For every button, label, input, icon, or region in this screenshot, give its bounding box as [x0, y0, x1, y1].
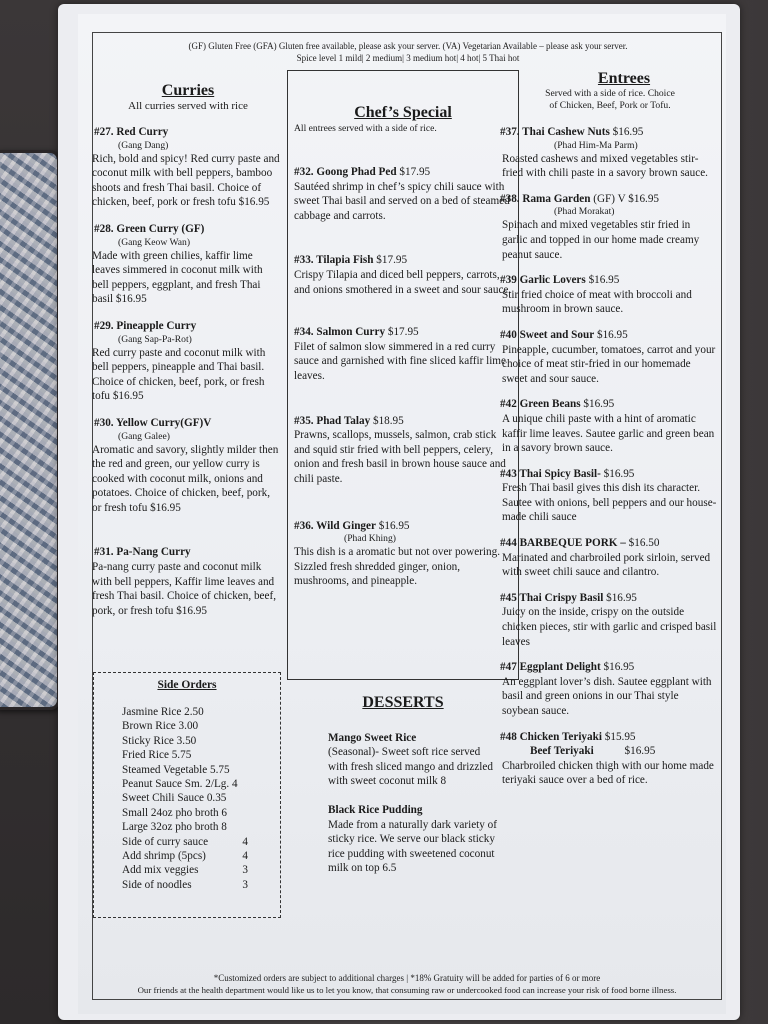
side-order-row	[122, 705, 280, 719]
menu-item-description: Sautéed shrimp in chef’s spicy chili sauce with sweet Thai basil and served on a bed of steamed cabbage and carrots.	[294, 180, 510, 222]
menu-item-name: #43 Thai Spicy Basil-	[500, 467, 601, 480]
menu-item-name: #31. Pa-Nang Curry	[94, 546, 191, 559]
side-order-name: Add shrimp (5pcs)	[122, 850, 206, 863]
menu-item	[94, 125, 282, 210]
menu-item	[294, 165, 512, 223]
menu-item-name: #37. Thai Cashew Nuts	[500, 126, 610, 138]
side-orders-title: Side Orders	[157, 679, 217, 691]
holographic-card	[0, 150, 60, 710]
menu-item-description: Juicy on the inside, crispy on the outside chicken pieces, stir with garlic and crisped basil leaves	[502, 606, 717, 648]
menu-item-price: $16.50	[628, 537, 660, 550]
menu-item	[500, 397, 718, 455]
menu-item	[294, 253, 512, 297]
side-order-row	[122, 719, 280, 733]
side-order-name: Add mix veggies	[122, 864, 199, 877]
chefs-special-title: Chef’s Special	[354, 104, 452, 121]
menu-item	[94, 416, 282, 516]
menu-item-price: $18.95	[372, 414, 404, 427]
side-order-name: Side of curry sauce	[122, 835, 209, 848]
menu-item-name: #33. Tilapia Fish	[294, 254, 374, 267]
side-order-row	[122, 748, 280, 762]
side-order-price: 4	[242, 835, 248, 848]
menu-item-header	[294, 253, 512, 268]
chefs-special-section	[294, 104, 512, 589]
menu-item-name: #29. Pineapple Curry	[94, 319, 197, 332]
curries-title: Curries	[161, 82, 215, 99]
side-order-row	[122, 806, 280, 820]
curries-subtitle: All curries served with rice	[128, 100, 248, 112]
menu-item-name: #39 Garlic Lovers	[500, 274, 586, 287]
side-order-row	[122, 777, 280, 791]
menu-item-thai-name: (Gang Keow Wan)	[118, 236, 191, 248]
menu-item-thai-name: (Gang Dang)	[118, 139, 169, 151]
menu-item-thai-name: (Phad Morakat)	[554, 206, 615, 218]
entrees-title: Entrees	[597, 70, 651, 87]
menu-item-header	[500, 730, 718, 745]
side-order-row	[122, 849, 280, 863]
menu-item-price-2: $16.95	[624, 745, 656, 758]
menu-item-header	[294, 519, 512, 534]
menu-item-header	[294, 414, 512, 429]
menu-item-description: Filet of salmon slow simmered in a red curry sauce and garnished with fine sliced kaffir lime leaves.	[294, 340, 506, 382]
side-order-row	[122, 763, 280, 777]
chefs-special-list	[294, 165, 512, 589]
menu-item-name: #48 Chicken Teriyaki	[500, 730, 602, 743]
dessert-item	[328, 731, 498, 789]
menu-item-price: $16.95	[378, 519, 410, 532]
menu-item-description: Pineapple, cucumber, tomatoes, carrot and your choice of meat stir-fried in our homemade sweet and sour sauce.	[502, 343, 716, 385]
menu-item-header	[94, 416, 282, 431]
menu-item-name: #36. Wild Ginger	[294, 519, 376, 532]
menu-item	[500, 328, 718, 386]
menu-item	[500, 273, 718, 317]
menu-item-header-2	[530, 744, 718, 759]
side-order-row	[122, 835, 280, 849]
menu-item	[500, 536, 718, 580]
menu-item-price: $16.95	[603, 661, 635, 674]
menu-item-header	[500, 536, 718, 551]
menu-item-name: #28. Green Curry (GF)	[94, 222, 205, 235]
menu-item-description: Red curry paste and coconut milk with bell peppers, pineapple and Thai basil. Choice of chicken, beef, pork, or fresh tofu $16.95	[92, 346, 266, 403]
dessert-item	[328, 803, 498, 876]
menu-item-price: $16.95	[603, 467, 635, 480]
menu-item-name: #35. Phad Talay	[294, 414, 371, 427]
menu-item-price: $16.95	[583, 398, 615, 411]
menu-item-description: Fresh Thai basil gives this dish its character. Sautee with onions, bell peppers and our house-made chili sauce	[502, 482, 717, 524]
side-order-name: Brown Rice 3.00	[122, 720, 199, 733]
side-order-price: 3	[242, 878, 248, 891]
menu-item-header	[500, 467, 718, 482]
side-order-name: Fried Rice 5.75	[122, 749, 192, 762]
menu-item	[294, 325, 512, 383]
side-order-price: 3	[242, 864, 248, 877]
curries-list	[94, 125, 282, 618]
dessert-description: Made from a naturally dark variety of sticky rice. We serve our black sticky rice pudding with sweetened coconut milk on top 6.5	[328, 818, 497, 875]
entrees-list	[500, 125, 718, 788]
menu-item-header	[500, 125, 718, 140]
menu-item-description: An eggplant lover’s dish. Sautee eggplant with basil and green onions in our Thai style soybean sauce.	[502, 675, 712, 717]
menu-item-header	[94, 125, 282, 140]
menu-item-name-2: Beef Teriyaki	[530, 745, 594, 758]
side-order-name: Large 32oz pho broth 8	[122, 821, 227, 834]
menu-item	[94, 319, 282, 404]
menu-item-description: Stir fried choice of meat with broccoli and mushroom in brown sauce.	[502, 288, 692, 316]
side-order-row	[122, 791, 280, 805]
menu-item-header	[94, 222, 282, 237]
menu-item-price: $16.95	[612, 126, 644, 138]
menu-item-price: $17.95	[399, 166, 431, 178]
side-order-row	[122, 734, 280, 748]
menu-item-header	[294, 325, 512, 340]
menu-item	[500, 467, 718, 525]
side-order-name: Small 24oz pho broth 6	[122, 806, 228, 819]
menu-item-name: #34. Salmon Curry	[294, 326, 386, 339]
side-order-row	[122, 878, 280, 892]
menu-item	[94, 545, 282, 618]
side-order-name: Steamed Vegetable 5.75	[122, 763, 230, 776]
menu-item-name: #30. Yellow Curry(GF)V	[94, 416, 212, 429]
menu-item	[294, 519, 512, 589]
side-orders-box	[93, 672, 281, 918]
menu-item-header	[500, 591, 718, 606]
menu-item-header	[500, 660, 718, 675]
footer-line-1: *Customized orders are subject to additional charges | *18% Gratuity will be added for parties of 6 or more	[213, 973, 601, 983]
menu-item-name: #38. Rama Garden	[500, 192, 591, 205]
side-order-row	[122, 863, 280, 877]
menu-item-thai-name: (Gang Galee)	[118, 430, 170, 442]
side-order-name: Sweet Chili Sauce 0.35	[122, 792, 227, 805]
menu-item-price: $16.95	[596, 328, 628, 341]
menu-item-description: Aromatic and savory, slightly milder then the red and green, our yellow curry is cooked with coconut milk, onions and potatoes. Choice of chicken, beef, pork, or fresh tofu $16.95	[92, 443, 279, 514]
notice-line-2: Spice level 1 mild| 2 medium| 3 medium hot| 4 hot| 5 Thai hot	[296, 53, 520, 63]
curries-section	[94, 82, 282, 618]
dessert-name: Mango Sweet Rice	[328, 731, 417, 744]
menu-item-description: Marinated and charbroiled pork sirloin, served with sweet chili sauce and cilantro.	[502, 551, 711, 579]
menu-item-name: #32. Goong Phad Ped	[294, 166, 397, 178]
desserts-section	[328, 696, 498, 876]
menu-item	[94, 222, 282, 307]
menu-item-description: Crispy Tilapia and diced bell peppers, carrots, and onions smothered in a sweet and sour sauce.	[294, 268, 512, 296]
menu-item-description: Made with green chilies, kaffir lime leaves simmered in coconut milk with bell peppers, eggplant, and fresh Thai basil $16.95	[92, 249, 263, 306]
entrees-subtitle: Served with a side of rice. Choice of Chicken, Beef, Pork or Tofu.	[545, 88, 675, 111]
menu-item-thai-name: (Gang Sap-Pa-Rot)	[118, 333, 192, 345]
menu-item	[500, 591, 718, 649]
menu-item-description: Prawns, scallops, mussels, salmon, crab stick and squid stir fried with bell peppers, celery, onion and fresh basil in brown house sauce and chili paste.	[294, 429, 506, 485]
menu-item-name: #44 BARBEQUE PORK –	[500, 537, 626, 550]
menu-item	[500, 660, 718, 718]
menu-item-price: $17.95	[387, 326, 419, 339]
menu-item-price: $17.95	[376, 254, 408, 267]
menu-item-description: A unique chili paste with a hint of aromatic kaffir lime leaves. Sautee garlic and green bean in a savory brown sauce.	[502, 412, 715, 455]
menu-item-header	[94, 319, 282, 334]
side-orders-list	[122, 705, 280, 892]
side-order-name: Jasmine Rice 2.50	[122, 706, 204, 718]
menu-item-header	[500, 397, 718, 412]
menu-item-thai-name: (Phad Him-Ma Parm)	[554, 139, 638, 151]
menu-item-header	[94, 545, 282, 560]
desserts-title: DESSERTS	[362, 694, 444, 711]
menu-item-price: $16.95	[606, 591, 637, 604]
menu-item-name: #27. Red Curry	[94, 126, 169, 138]
menu-item-header	[500, 192, 718, 207]
menu-item-description: Roasted cashews and mixed vegetables stir-fried with chili paste in a savory brown sauce.	[502, 152, 708, 180]
menu-item	[500, 192, 718, 262]
menu-item-header	[294, 165, 512, 180]
menu-item-name: #40 Sweet and Sour	[500, 328, 595, 341]
side-order-name: Side of noodles	[122, 878, 192, 891]
dessert-description: (Seasonal)- Sweet soft rice served with fresh sliced mango and drizzled with sweet coconut milk 8	[328, 746, 493, 788]
side-order-row	[122, 820, 280, 834]
menu-item-description: Rich, bold and spicy! Red curry paste and coconut milk with bell peppers, bamboo shoots and fresh Thai basil. Choice of chicken, beef, pork or fresh tofu $16.95	[92, 152, 280, 209]
menu-footer	[92, 972, 722, 996]
menu-item-price: (GF) V $16.95	[593, 192, 660, 205]
footer-line-2: Our friends at the health department would like us to let you know, that consuming raw or undercooked food can increase your risk of food borne illness.	[137, 985, 677, 995]
menu-item-thai-name: (Phad Khing)	[344, 533, 396, 545]
side-order-name: Peanut Sauce Sm. 2/Lg. 4	[122, 778, 238, 791]
menu-item-name: #47 Eggplant Delight	[500, 661, 601, 674]
notice-line-1: (GF) Gluten Free (GFA) Gluten free available, please ask your server. (VA) Vegetarian Available – please ask your server.	[188, 41, 628, 51]
menu-item-description: Spinach and mixed vegetables stir fried in garlic and topped in our home made creamy peanut sauce.	[502, 219, 700, 261]
menu-item-description: This dish is a aromatic but not over powering. Sizzled fresh shredded ginger, onion, mushrooms, and pineapple.	[294, 546, 500, 588]
dessert-name: Black Rice Pudding	[328, 803, 423, 816]
menu-item-description: Pa-nang curry paste and coconut milk with bell peppers, Kaffir lime leaves and fresh Thai basil. Choice of chicken, beef, pork, or fresh tofu $16.95	[92, 561, 277, 617]
menu-item	[500, 730, 718, 788]
menu-item-price: $15.95	[604, 730, 636, 743]
menu-item-description: Charbroiled chicken thigh with our home made teriyaki sauce over a bed of rice.	[502, 759, 714, 787]
side-order-name: Sticky Rice 3.50	[122, 734, 197, 747]
menu-item-name: #45 Thai Crispy Basil	[500, 591, 604, 604]
entrees-section	[500, 70, 718, 788]
menu-notice	[108, 40, 708, 64]
menu-item	[500, 125, 718, 181]
menu-item-name: #42 Green Beans	[500, 398, 581, 411]
menu-item-header	[500, 273, 718, 288]
menu-item-header	[500, 328, 718, 343]
menu-item-price: $16.95	[588, 274, 620, 287]
menu-item	[294, 414, 512, 487]
desserts-list	[328, 731, 498, 876]
side-order-price: 4	[242, 850, 248, 863]
chefs-special-subtitle: All entrees served with a side of rice.	[294, 123, 437, 134]
